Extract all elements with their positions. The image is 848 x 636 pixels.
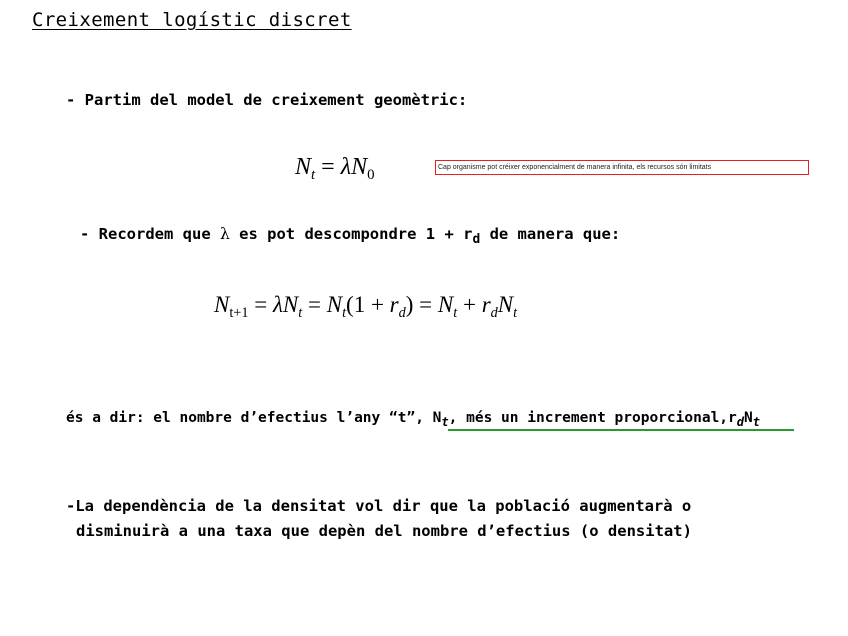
eq2-n4: N [437,292,454,317]
eq2-eq2: = [302,292,327,317]
bullet2-prefix: - Recordem que [80,225,220,243]
eq2-plus: + [457,292,482,317]
eq2-eq3: = [413,292,438,317]
eq2-paren-open: (1 + [346,292,390,317]
eq1-lambda: λ [340,154,352,180]
eq2-paren-close: ) [405,292,414,317]
bullet2-lambda: λ [219,225,230,243]
line3-n2: N [744,410,753,426]
eq2-rs1: d [398,304,406,321]
eq2-s3: t [342,304,347,321]
bullet-lambda-decompose [80,225,620,247]
line3-middle: , més un increment proporcional, [448,410,729,426]
line-meaning [66,410,760,429]
bullet-geometric-model: - Partim del model de creixement geomètric: [66,91,468,109]
eq2-n1: N [214,292,230,317]
equation-geometric [295,154,375,184]
eq2-n2: N [282,292,299,317]
eq2-lambda: λ [272,292,283,317]
para-line-1: -La dependència de la densitat vol dir que la població augmentarà o [66,497,692,515]
bullet2-sub: d [472,232,481,248]
eq2-s5: t [513,304,518,321]
equation-decomposition [214,292,517,322]
eq2-rs2: d [490,304,498,321]
eq2-s4: t [453,304,458,321]
eq2-s2: t [298,304,303,321]
slide-title: Creixement logístic discret [32,9,352,31]
eq1-lhs: N [295,154,312,180]
line3-r: r [728,410,737,426]
eq2-s1: t+1 [229,304,249,321]
line3-n: N [432,410,442,426]
green-underline [448,429,794,431]
eq1-rhs-sub: 0 [367,167,375,184]
para-line-2: disminuirà a una taxa que depèn del nombre d’efectius (o densitat) [76,522,692,540]
eq1-lhs-sub: t [311,167,316,184]
eq2-r1: r [389,292,399,317]
line3-nsub: t [441,414,449,429]
line3-rsub: d [736,414,745,429]
bullet2-suffix: de manera que: [480,225,621,243]
eq2-n5: N [497,292,514,317]
eq2-r2: r [481,292,491,317]
eq1-rhs: N [351,154,368,180]
eq2-eq1: = [248,292,273,317]
eq1-equals: = [315,154,341,180]
bullet2-middle: es pot descompondre 1 + r [229,225,473,243]
note-box: Cap organisme pot créixer exponencialment de manera infinita, els recursos són limitats [435,160,809,175]
line3-prefix: és a dir: el nombre d’efectius l’any “t”, [66,410,433,426]
eq2-n3: N [326,292,343,317]
line3-n2sub: t [752,414,761,429]
